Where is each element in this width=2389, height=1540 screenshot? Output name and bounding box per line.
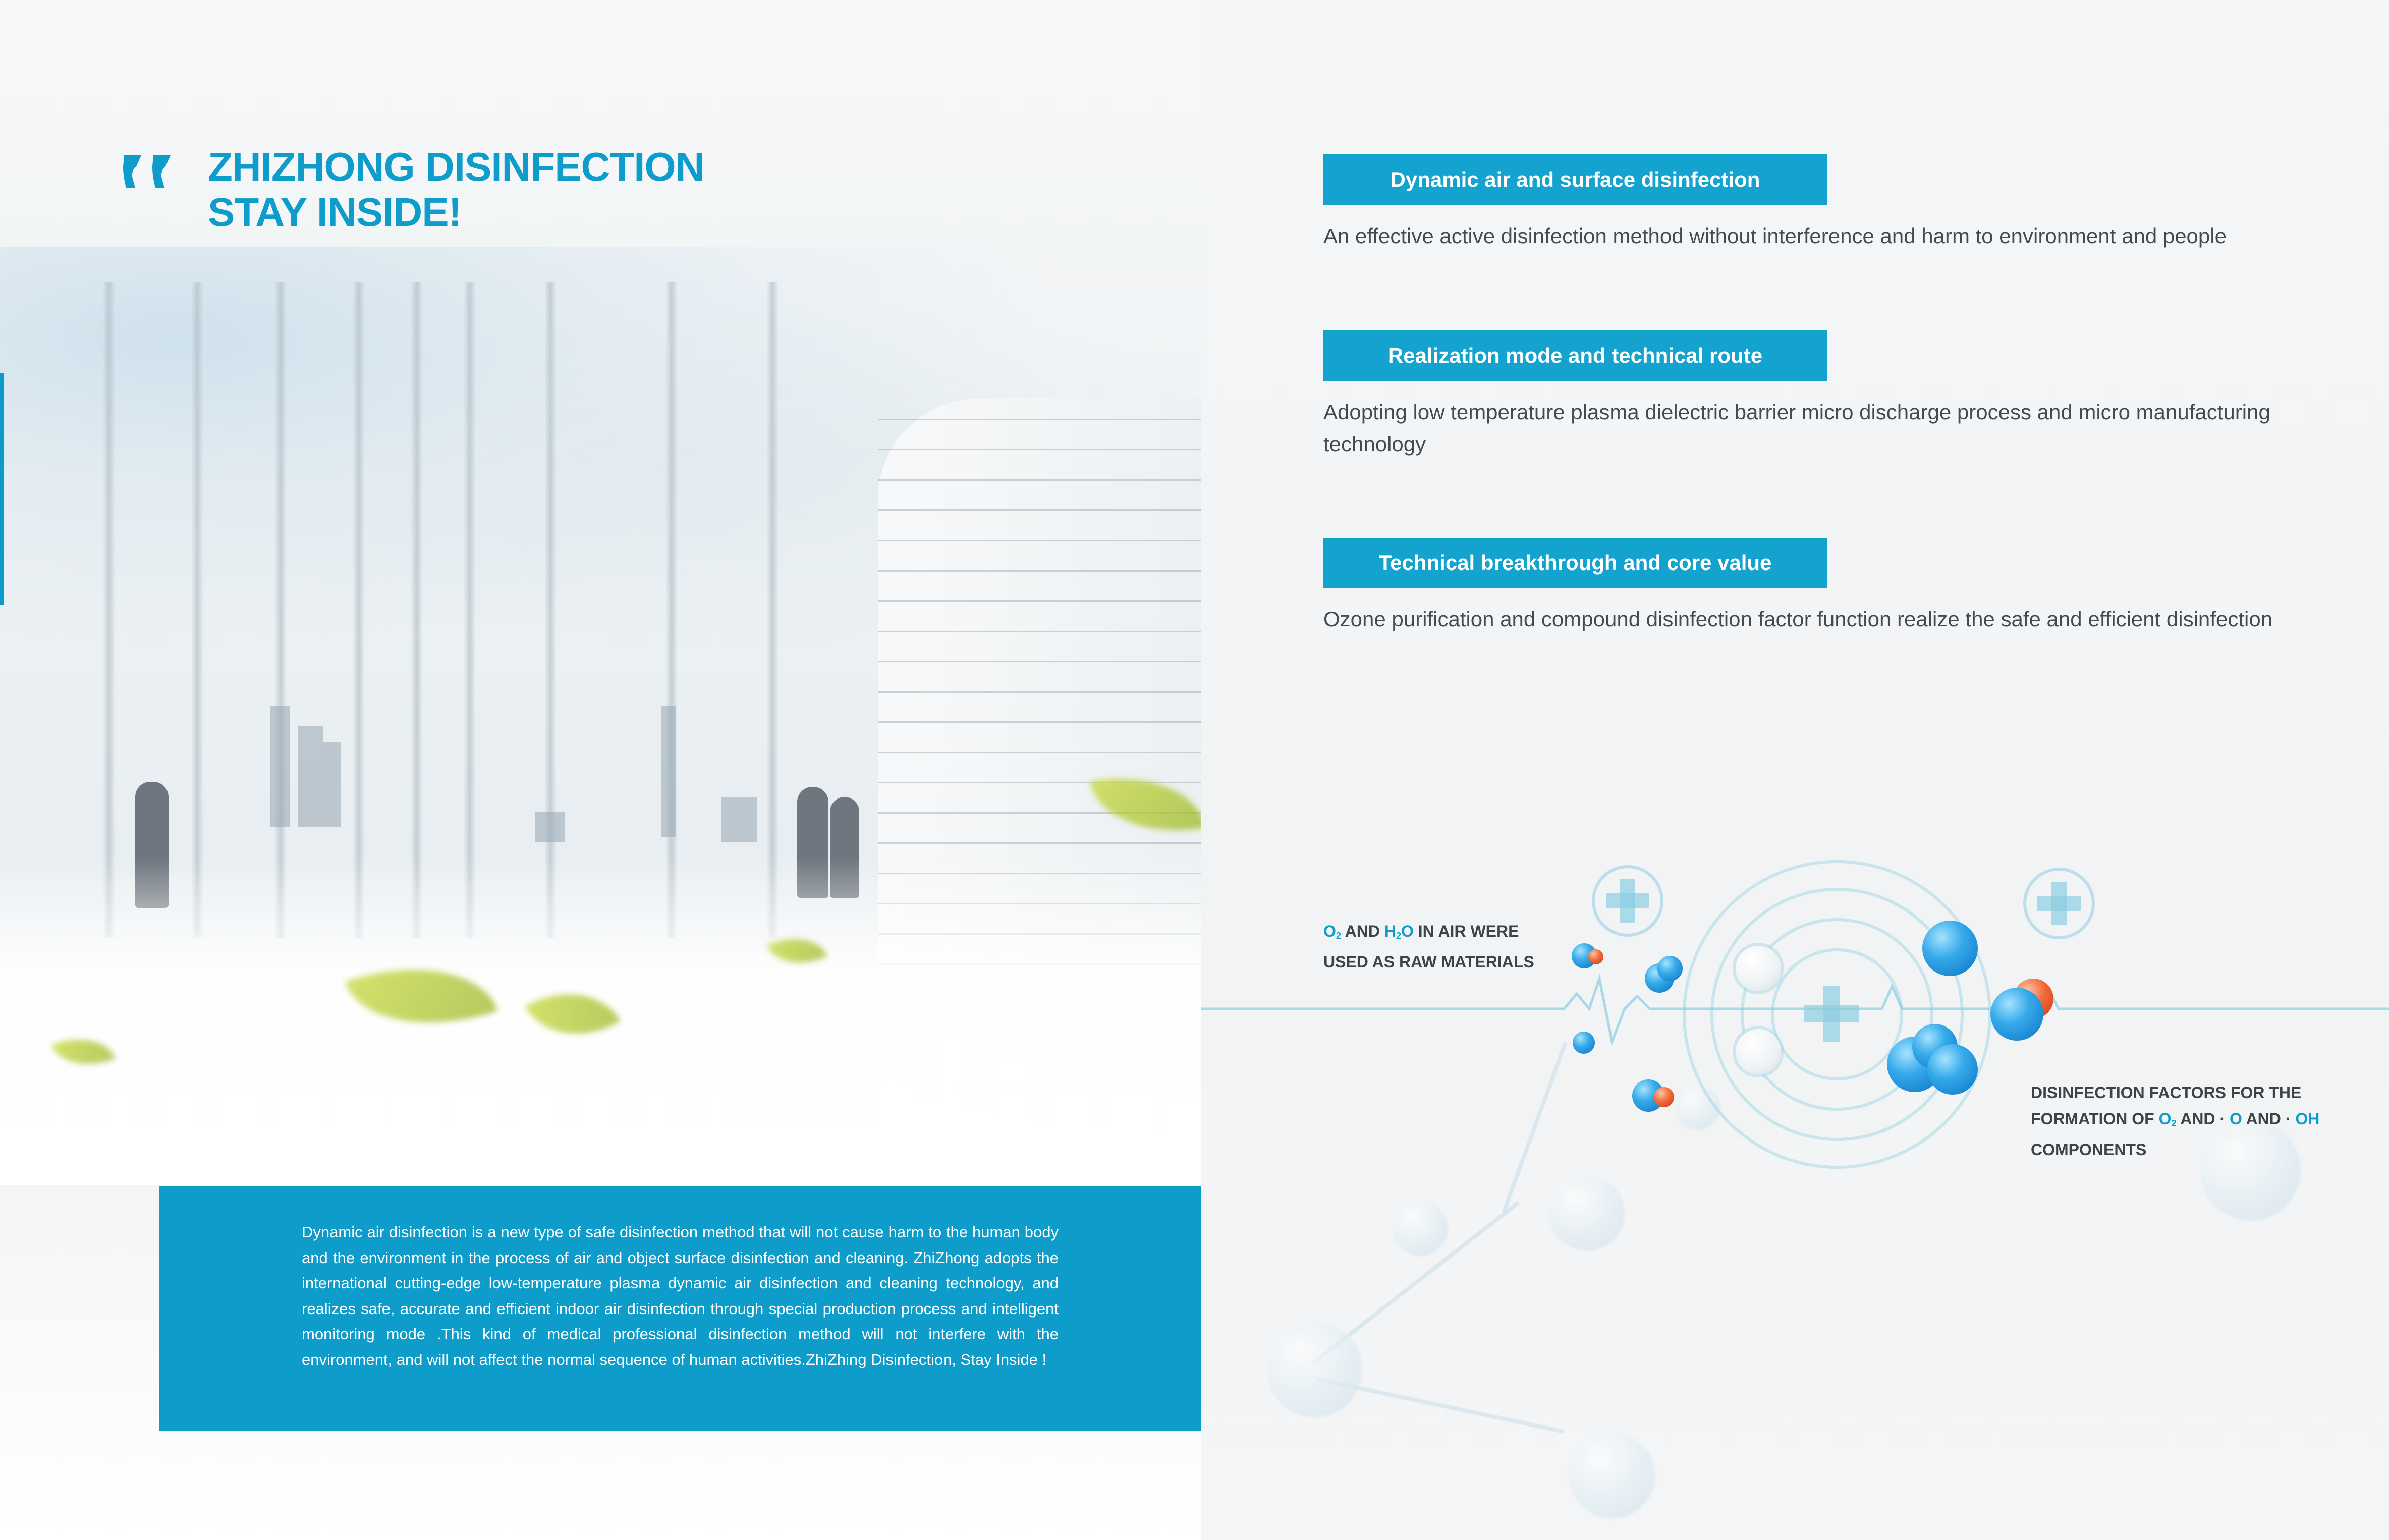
raw-materials-line-2: USED AS RAW MATERIALS — [1323, 953, 1534, 971]
h2o-h: H — [1384, 922, 1396, 940]
skyline-tower — [323, 742, 341, 827]
and-text: AND — [1341, 922, 1384, 940]
wall-line — [878, 752, 1201, 753]
factors-line-1: DISINFECTION FACTORS FOR THE — [2031, 1083, 2302, 1102]
wall-line — [878, 509, 1201, 511]
cross-bar — [1606, 893, 1649, 908]
window-column — [666, 282, 677, 938]
electrode-node — [1736, 946, 1781, 991]
oxygen-molecule — [1657, 956, 1683, 981]
wall-line — [878, 600, 1201, 602]
intro-paragraph: Dynamic air disinfection is a new type of safe disinfection method that will not cause harm to the human body and the environment in the process of air and object surface disinfection and cleaning. ZhiZhong adopts the international cutting-edge low-temperature plasma dynamic air disinfection and cleaning technology, and realizes safe, accurate and efficient indoor air disinfection through special production process and intelligent monitoring mode .This kind of medical professional disinfection method will not interfere with the environment, and will not affect the normal sequence of human activities.ZhiZhing Disinfection, Stay Inside ! — [302, 1223, 1059, 1368]
page-headline — [208, 144, 763, 235]
wall-line — [878, 661, 1201, 662]
medical-cross-icon — [1592, 865, 1663, 937]
background-molecule — [1549, 1175, 1625, 1251]
feature-title-2: Realization mode and technical route — [1323, 330, 1827, 381]
skyline-building — [721, 797, 757, 842]
feature-title-1: Dynamic air and surface disinfection — [1323, 154, 1827, 205]
o2-letter: O — [1323, 922, 1336, 940]
factor-oh: OH — [2295, 1110, 2320, 1128]
headline-line-1: ZHIZHONG DISINFECTION — [208, 144, 704, 189]
cross-bar — [2037, 896, 2081, 911]
wall-line — [878, 691, 1201, 693]
intro-box — [159, 1186, 1201, 1431]
background-molecule — [1569, 1433, 1655, 1518]
wall-line — [878, 419, 1201, 420]
feature-description-3: Ozone purification and compound disinfection factor function realize the safe and efficient disinfection — [1323, 607, 2273, 631]
water-molecule — [1654, 1087, 1674, 1107]
window-column — [464, 282, 475, 938]
window-column — [192, 282, 203, 938]
wall-line — [878, 540, 1201, 541]
medical-cross-icon — [1804, 986, 1859, 1042]
feature-description-1: An effective active disinfection method without interference and harm to environment and people — [1323, 224, 2227, 248]
skyline-tower — [298, 726, 323, 827]
raw-materials-label — [1323, 918, 1534, 975]
raw-materials-line-1-rest: IN AIR WERE — [1413, 922, 1519, 940]
wall-line — [878, 631, 1201, 632]
ozone-molecule — [1927, 1044, 1978, 1095]
wall-line — [878, 479, 1201, 481]
electrode-node — [1736, 1029, 1781, 1074]
o2-subscript: 2 — [1336, 931, 1341, 941]
oxygen-atom — [1922, 921, 1978, 976]
o2-formula — [1323, 922, 1341, 940]
background-molecule — [1266, 1322, 1362, 1417]
edge-accent-bar — [0, 373, 4, 605]
hydroxyl-molecule — [1990, 988, 2043, 1041]
skyline-building — [535, 812, 565, 842]
oxygen-molecule — [1573, 1032, 1595, 1054]
quote-icon — [121, 151, 177, 197]
factor-o2 — [2159, 1110, 2177, 1128]
feature-title-3: Technical breakthrough and core value — [1323, 538, 1827, 588]
factors-line-3: COMPONENTS — [2031, 1140, 2147, 1159]
factor-and-2: AND · — [2242, 1110, 2296, 1128]
factor-o: O — [2229, 1110, 2242, 1128]
skyline-tower — [270, 706, 290, 827]
factors-line-2-pre: FORMATION OF — [2031, 1110, 2159, 1128]
factor-o2-subscript: 2 — [2171, 1118, 2177, 1128]
factor-and-1: AND · — [2176, 1110, 2230, 1128]
h2o-subscript: 2 — [1396, 931, 1401, 941]
window-column — [103, 282, 115, 938]
water-molecule — [1588, 949, 1603, 964]
h2o-formula — [1384, 922, 1414, 940]
factor-o2-letter: O — [2158, 1110, 2172, 1128]
skyline-tower — [661, 706, 676, 837]
window-column — [275, 282, 286, 938]
right-page — [1201, 0, 2389, 1540]
molecule-bond — [1502, 1041, 1568, 1213]
cross-bar — [1804, 1005, 1859, 1022]
window-column — [411, 282, 422, 938]
window-column — [767, 282, 778, 938]
headline-line-2: STAY INSIDE! — [208, 190, 462, 235]
wall-line — [878, 842, 1201, 844]
wall-line — [878, 449, 1201, 450]
wall-line — [878, 570, 1201, 572]
background-molecule — [1393, 1201, 1448, 1256]
feature-description-2: Adopting low temperature plasma dielectric barrier micro discharge process and micro manufacturing technology — [1323, 400, 2270, 456]
medical-cross-icon — [2023, 868, 2095, 939]
h2o-o: O — [1401, 922, 1414, 940]
window-column — [353, 282, 364, 938]
disinfection-factors-label — [2031, 1079, 2319, 1163]
wall-line — [878, 721, 1201, 723]
